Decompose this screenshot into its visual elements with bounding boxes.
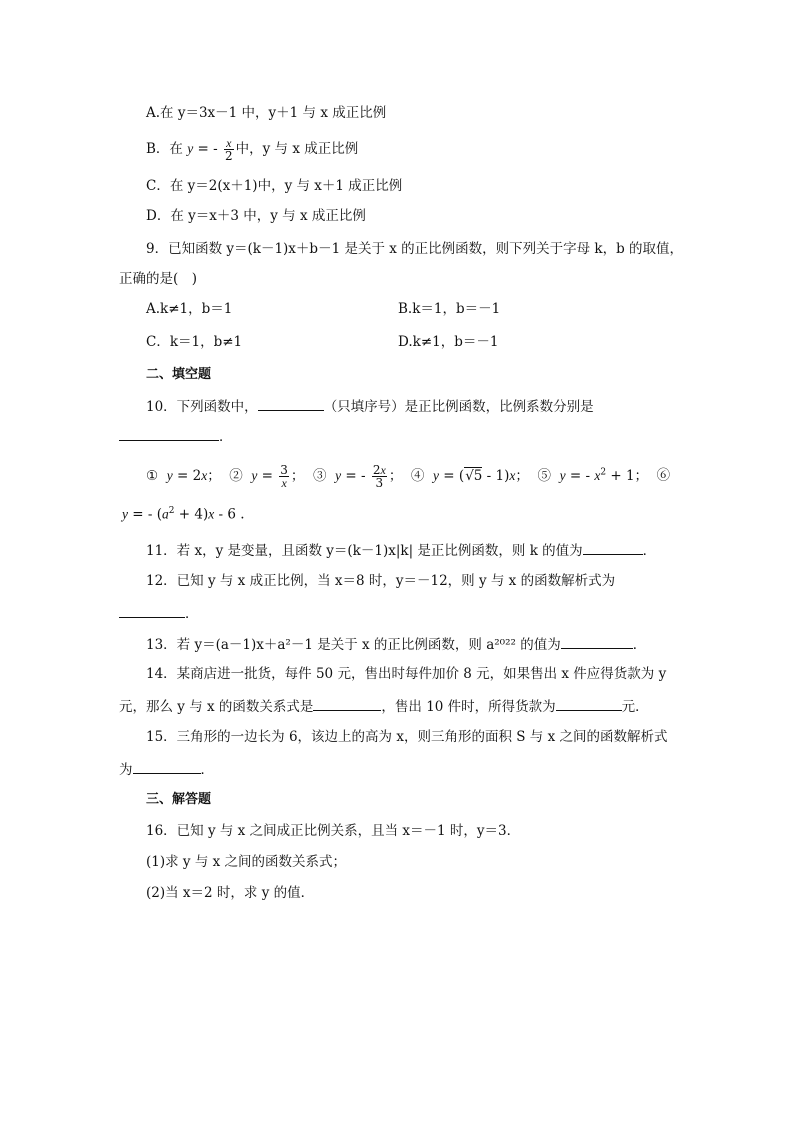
q13: [146, 634, 646, 654]
q13-blank[interactable]: [561, 634, 633, 649]
q9-stem-line1: 9．已知函数 y＝(k－1)x＋b－1 是关于 x 的正比例函数，则下列关于字母 k，b 的取值，: [146, 241, 684, 257]
q10-item-6: y = - $(a^2 + 4)x - 6$ .: [122, 506, 245, 523]
q8-option-c: C．在 y＝2(x＋1)中，y 与 x＋1 成正比例: [146, 178, 403, 194]
q15-line2: [119, 759, 214, 779]
q10-function-list: [146, 454, 670, 494]
q8-option-b-suffix: 中，y 与 x 成正比例: [235, 141, 359, 157]
q11-blank[interactable]: [583, 540, 643, 555]
q15-end: ．: [200, 762, 214, 778]
q9-option-a: A.k≠1，b＝1: [146, 301, 233, 317]
q10-stem: [146, 396, 594, 416]
q10-blank-1[interactable]: [258, 396, 324, 411]
q10-blank-2[interactable]: [119, 426, 219, 441]
q12-blank[interactable]: [119, 603, 185, 618]
q15-blank[interactable]: [133, 759, 201, 774]
q11-end: ．: [642, 543, 657, 559]
q12-end: ．: [185, 606, 199, 622]
q10-stem-middle: （只填序号）是正比例函数，比例系数分别是: [323, 399, 594, 415]
q13-text: 13．若 y＝(a－1)x＋a²－1 是关于 x 的正比例函数，则 a²⁰²² 的值为: [146, 637, 561, 653]
q14-line2-c: 元．: [621, 699, 649, 715]
q14-line1: 14．某商店进一批货，每件 50 元，售出时每件加价 8 元，如果售出 x 件应得货款为 y: [146, 666, 667, 682]
q14-line2: [119, 696, 649, 716]
q16-part1: (1)求 y 与 x 之间的函数关系式；: [146, 854, 347, 870]
q10-stem-prefix: 10．下列函数中，: [146, 399, 258, 415]
q11-text: 11．若 x，y 是变量，且函数 y＝(k－1)x|k| 是正比例函数，则 k 的值为: [146, 543, 583, 559]
q8-option-b-prefix: B．在: [146, 141, 183, 157]
q8-option-b-fraction: $\frac{x}{2}$: [224, 136, 233, 163]
q14-blank-2[interactable]: [556, 696, 622, 711]
q10-item-2: ② y = $\frac{3}{x}$ ；: [229, 462, 305, 490]
q16-part2: (2)当 x＝2 时，求 y 的值．: [146, 885, 315, 901]
section-fill-in-title: 二、填空题: [146, 367, 212, 382]
q10-stem-line2: [119, 426, 233, 446]
q10-item-3: ③ y = - $\frac{2x}{3}$ ；: [313, 462, 403, 490]
q9-option-b: B.k＝1，b＝－1: [398, 301, 501, 317]
q8-option-d: D．在 y＝x＋3 中，y 与 x 成正比例: [146, 208, 366, 224]
q14-line2-b: ，售出 10 件时，所得货款为: [381, 699, 556, 715]
q10-item-6-label: ⑥: [656, 467, 671, 484]
q14-blank-1[interactable]: [313, 696, 381, 711]
q16-stem: 16．已知 y 与 x 之间成正比例关系，且当 x＝－1 时，y＝3．: [146, 823, 521, 839]
q11: [146, 540, 656, 560]
q12-line2: [119, 603, 199, 623]
q15-line2-text: 为: [119, 762, 133, 778]
q10-item-1: ① y = 2x；: [146, 467, 221, 484]
q10-item-4: ④ y = (√5 - 1)x；: [410, 467, 529, 484]
q12-line1: 12．已知 y 与 x 成正比例，当 x＝8 时，y＝－12，则 y 与 x 的函数解析式为: [146, 573, 616, 589]
q10-stem-end: ．: [219, 429, 233, 445]
q14-line2-a: 元，那么 y 与 x 的函数关系式是: [119, 699, 314, 715]
q10-item-5: ⑤ y = - $x^2 + 1$；: [537, 467, 649, 484]
q9-option-c: C．k＝1，b≠1: [146, 334, 243, 350]
q8-option-a: A.在 y＝3x－1 中，y＋1 与 x 成正比例: [146, 105, 387, 121]
q9-stem-line2: 正确的是( ): [119, 271, 198, 287]
q8-option-b-formula: y: [187, 141, 194, 156]
q9-option-d: D.k≠1，b＝－1: [398, 334, 499, 350]
q13-end: ．: [632, 637, 647, 653]
q15-line1: 15．三角形的一边长为 6，该边上的高为 x，则三角形的面积 S 与 x 之间的函数解析式: [146, 729, 668, 745]
q8-option-b: B．在 y = - $\frac{x}{2}$ 中，y 与 x 成正比例: [146, 136, 359, 163]
section-solve-title: 三、解答题: [146, 792, 212, 807]
